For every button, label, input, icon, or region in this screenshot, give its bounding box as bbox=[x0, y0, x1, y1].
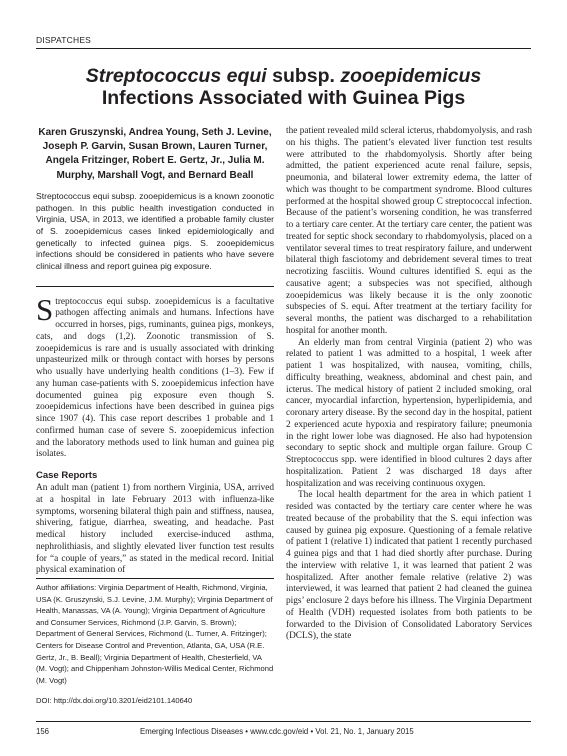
top-divider bbox=[36, 48, 531, 49]
journal-citation: Emerging Infectious Diseases • www.cdc.gov/eid • Vol. 21, No. 1, January 2015 bbox=[140, 727, 414, 736]
title-species: Streptococcus equi bbox=[85, 65, 267, 87]
drop-cap: S bbox=[36, 291, 54, 327]
footer-divider bbox=[36, 721, 531, 722]
title-subspecies: zooepidemicus bbox=[340, 65, 482, 87]
intro-paragraph bbox=[36, 291, 274, 462]
right-column bbox=[286, 126, 532, 643]
article-title bbox=[36, 65, 531, 109]
case-reports-right-p2: An elderly man from central Virginia (patient 2) who was related to patient 1 was admitted to a hospital, 1 week after patient 1 was hospitalized, with nausea, vomiting, chills, difficulty breathing, weakness, abdominal and chest pain, and icterus. The medical history of patient 2 included smoking, oral cancer, myocardial infarction, hypertension, hyperlipidemia, and coronary artery disease. By the second day in the hospital, patient 2 experienced acute hypoxia and respiratory failure; pneumonia in the right lower lobe was diagnosed. He also had hypotension secondary to septic shock and multiple organ failure. Group C Streptococcus spp. were identified in blood cultures 2 days after hospitalization. Patient 2 was discharged 18 days after hospitalization and was receiving continuous oxygen. bbox=[286, 337, 532, 489]
page-number: 156 bbox=[36, 727, 50, 736]
case-reports-right-p1: the patient revealed mild scleral icterus, rhabdomyolysis, and rash on his thighs. The patient’s elevated liver function test results were attributed to the rhabdomyolysis. Shortly after being admitted, the patient experienced acute renal failure, sepsis, pneumonia, and bilateral lower extremity edema, the latter of which was thought to be compartment syndrome. Blood cultures performed at the hospital showed group C streptococcal infection. Because of the patient’s worsening condition, he was transferred to a tertiary care center. At the tertiary care center, the patient was treated for septic shock secondary to rhabdomyolysis, placed on a ventilator several times to treat respiratory failure, and underwent bilateral thigh fasciotomy and debridement several times to treat necrotizing fasciitis. Wound cultures identified S. equi as the causative agent; a subspecies was not specified, although zooepidemicus was likely because it is the only zoonotic subspecies of S. equi. After treatment at the tertiary facility for several months, the patient was discharged to a rehabilitation hospital for another month. bbox=[286, 126, 532, 336]
section-label: DISPATCHES bbox=[36, 35, 92, 45]
abstract: Streptococcus equi subsp. zooepidemicus is a known zoonotic pathogen. In this public health investigation conducted in Virginia, USA, in 2013, we identified a probable family cluster of S. zooepidemicus cases linked epidemiologically and genetically to infected guinea pigs. S. zooepidemicus infections should be considered in patients who have severe clinical illness and report guinea pig exposure. bbox=[36, 190, 274, 272]
affiliations-divider bbox=[36, 578, 274, 579]
author-affiliations: Author affiliations: Virginia Department of Health, Richmond, Virginia, USA (K. Gruszynski, S.J. Levine, J.M. Murphy); Virginia Department of Health, Manassas, VA (A. Young); Virginia Department of Agriculture and Consumer Services, Richmond (J.P. Garvin, S. Brown); Department of General Services, Richmond (L. Turner, A. Fritzinger); Centers for Disease Control and Prevention, Atlanta, GA, USA (R.E. Gertz, Jr., B. Beall); Virginia Department of Health, Chesterfield, VA (M. Vogt); and Chippenham Johnston-Willis Medical Center, Richmond (M. Vogt) bbox=[36, 583, 274, 685]
case-reports-left-text: An adult man (patient 1) from northern Virginia, USA, arrived at a hospital in late February 2013 with influenza-like symptoms, worsening bilateral thigh pain and stiffness, nausea, shivering, fatigue, diarrhea, sweating, and headache. Past medical history included exercise-induced asthma, nephrolithiasis, and slightly elevated liver function test results for “a couple of years,” as stated in the medical record. Initial physical examination of bbox=[36, 483, 274, 576]
title-subsp: subsp. bbox=[266, 65, 341, 87]
left-column bbox=[36, 126, 274, 577]
doi-line: DOI: http://dx.doi.org/10.3201/eid2101.140640 bbox=[36, 696, 193, 705]
title-line2: Infections Associated with Guinea Pigs bbox=[101, 87, 466, 109]
case-reports-heading: Case Reports bbox=[36, 470, 98, 482]
intro-text: treptococcus equi subsp. zooepidemicus is a facultative pathogen affecting animals and humans. Infections have occurred in horses, pigs, ruminants, guinea pigs, monkeys, cats, and dogs (1,2). Zoonotic transmission of S. zooepidemicus is rare and is usually associated with drinking unpasteurized milk or through contact with horses by persons who usually have underlying health conditions (1–3). Few if any human case-patients with S. zooepidemicus infection have documented guinea pig exposure even though S. zooepidemicus infections have been described in guinea pigs since 1907 (4). This case report describes 1 probable and 1 confirmed human case of severe S. zooepidemicus infection and the laboratory methods used to link human and guinea pig isolates. bbox=[36, 296, 274, 460]
abstract-divider bbox=[36, 286, 274, 287]
case-reports-right-p3: The local health department for the area in which patient 1 resided was contacted by the tertiary care center where he was treated because of the probability that the S. equi infection was caused by guinea pig exposure. Questioning of a female relative of patient 1 (relative 1) indicated that patient 1 recently purchased 4 guinea pigs and that 1 had died shortly after purchase. During the interview with relative 1, it was learned that patient 2 was hospitalized. After another female relative (relative 2) was interviewed, it was learned that patient 2 had cleaned the guinea pigs’ enclosure 2 days before his illness. The Virginia Department of Health (VDH) requested isolates from both patients to be forwarded to the Division of Consolidated Laboratory Services (DCLS), the state bbox=[286, 490, 532, 642]
author-list: Karen Gruszynski, Andrea Young, Seth J. Levine, Joseph P. Garvin, Susan Brown, Lauren Turner, Angela Fritzinger, Robert E. Gertz, Jr., Julia M. Murphy, Marshall Vogt, and Bernard Beall bbox=[38, 127, 272, 181]
